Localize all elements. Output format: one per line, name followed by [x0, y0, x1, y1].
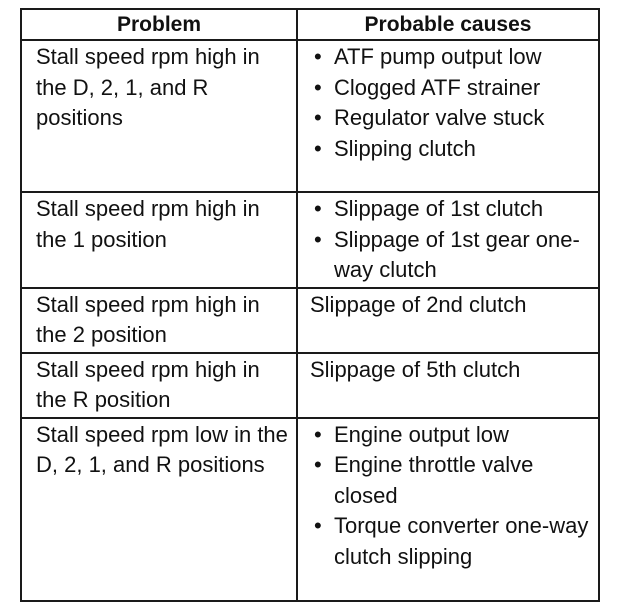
header-problem: Problem — [21, 9, 297, 40]
causes-cell: Slippage of 2nd clutch — [297, 288, 599, 353]
cause-item: • Slippage of 1st gear one-way clutch — [310, 225, 594, 286]
cause-item: • Engine output low — [310, 420, 594, 451]
table-row — [21, 192, 599, 288]
causes-cell — [297, 418, 599, 601]
table-row — [21, 353, 599, 418]
stall-speed-diagnosis-table — [20, 8, 600, 602]
problem-cell: Stall speed rpm low in the D, 2, 1, and R positions — [21, 418, 297, 601]
causes-cell: Slippage of 5th clutch — [297, 353, 599, 418]
cause-item: • Torque converter one-way clutch slipping — [310, 511, 594, 572]
causes-cell — [297, 192, 599, 288]
causes-list — [310, 420, 594, 573]
table-row — [21, 418, 599, 601]
problem-cell: Stall speed rpm high in the D, 2, 1, and R positions — [21, 40, 297, 192]
cause-item: • Clogged ATF strainer — [310, 73, 594, 104]
cause-item: • Slippage of 1st clutch — [310, 194, 594, 225]
cause-item: • Regulator valve stuck — [310, 103, 594, 134]
causes-list — [310, 194, 594, 286]
problem-cell: Stall speed rpm high in the 2 position — [21, 288, 297, 353]
causes-list — [310, 42, 594, 164]
header-probable-causes: Probable causes — [297, 9, 599, 40]
cause-item: • Slipping clutch — [310, 134, 594, 165]
table-row — [21, 288, 599, 353]
cause-item: • ATF pump output low — [310, 42, 594, 73]
table-row — [21, 40, 599, 192]
problem-cell: Stall speed rpm high in the R position — [21, 353, 297, 418]
header-row — [21, 9, 599, 40]
causes-cell — [297, 40, 599, 192]
problem-cell: Stall speed rpm high in the 1 position — [21, 192, 297, 288]
cause-item: • Engine throttle valve closed — [310, 450, 594, 511]
